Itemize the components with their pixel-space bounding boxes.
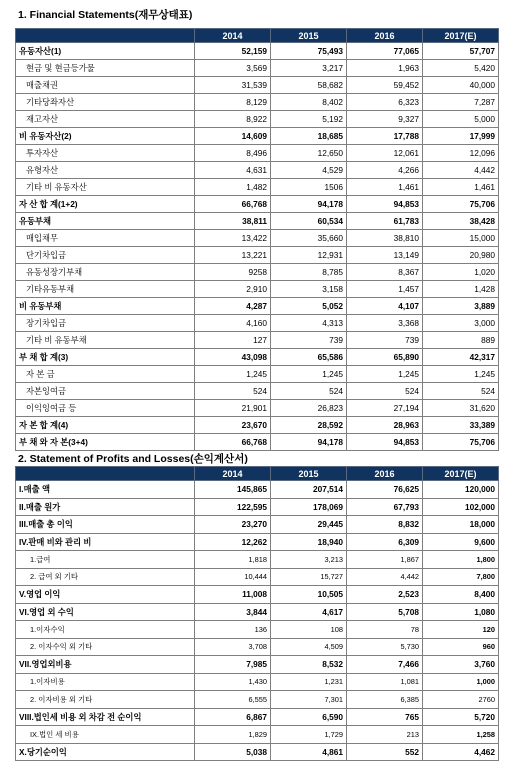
value-cell: 23,670 bbox=[195, 417, 271, 434]
table-row bbox=[16, 638, 499, 656]
value-cell: 213 bbox=[347, 726, 423, 744]
value-cell: 9,600 bbox=[423, 533, 499, 551]
value-cell: 1,080 bbox=[423, 603, 499, 621]
value-cell: 3,760 bbox=[423, 656, 499, 674]
value-cell: 6,323 bbox=[347, 94, 423, 111]
table-row bbox=[16, 417, 499, 434]
value-cell: 7,287 bbox=[423, 94, 499, 111]
value-cell: 7,800 bbox=[423, 568, 499, 586]
table-row bbox=[16, 315, 499, 332]
value-cell: 120,000 bbox=[423, 481, 499, 499]
value-cell: 8,496 bbox=[195, 145, 271, 162]
value-cell: 9,327 bbox=[347, 111, 423, 128]
value-cell: 5,420 bbox=[423, 60, 499, 77]
value-cell: 1,829 bbox=[195, 726, 271, 744]
value-cell: 3,708 bbox=[195, 638, 271, 656]
value-cell: 17,999 bbox=[423, 128, 499, 145]
row-label: I.매출 액 bbox=[16, 481, 195, 499]
value-cell: 145,865 bbox=[195, 481, 271, 499]
table-row bbox=[16, 621, 499, 639]
table-row bbox=[16, 298, 499, 315]
row-label: 비 유동자산(2) bbox=[16, 128, 195, 145]
table-row bbox=[16, 434, 499, 451]
value-cell: 8,367 bbox=[347, 264, 423, 281]
row-label: 투자자산 bbox=[16, 145, 195, 162]
value-cell: 889 bbox=[423, 332, 499, 349]
table-row bbox=[16, 94, 499, 111]
value-cell: 3,158 bbox=[271, 281, 347, 298]
value-cell: 65,586 bbox=[271, 349, 347, 366]
value-cell: 108 bbox=[271, 621, 347, 639]
header-cell-2014: 2014 bbox=[195, 29, 271, 43]
value-cell: 65,890 bbox=[347, 349, 423, 366]
table-row bbox=[16, 568, 499, 586]
value-cell: 13,149 bbox=[347, 247, 423, 264]
value-cell: 4,631 bbox=[195, 162, 271, 179]
row-label: IV.판매 비와 관리 비 bbox=[16, 533, 195, 551]
value-cell: 1,461 bbox=[347, 179, 423, 196]
table-row bbox=[16, 332, 499, 349]
value-cell: 26,823 bbox=[271, 400, 347, 417]
value-cell: 52,159 bbox=[195, 43, 271, 60]
value-cell: 43,098 bbox=[195, 349, 271, 366]
value-cell: 1,081 bbox=[347, 673, 423, 691]
header-cell-2015: 2015 bbox=[271, 467, 347, 481]
value-cell: 4,529 bbox=[271, 162, 347, 179]
value-cell: 18,940 bbox=[271, 533, 347, 551]
value-cell: 5,000 bbox=[423, 111, 499, 128]
value-cell: 59,452 bbox=[347, 77, 423, 94]
value-cell: 3,844 bbox=[195, 603, 271, 621]
value-cell: 94,178 bbox=[271, 196, 347, 213]
table-row bbox=[16, 77, 499, 94]
row-label: 기타당좌자산 bbox=[16, 94, 195, 111]
row-label: II.매출 원가 bbox=[16, 498, 195, 516]
header-cell-2014: 2014 bbox=[195, 467, 271, 481]
value-cell: 765 bbox=[347, 708, 423, 726]
value-cell: 2,910 bbox=[195, 281, 271, 298]
table-row bbox=[16, 179, 499, 196]
row-label: 장기차입금 bbox=[16, 315, 195, 332]
row-label: 자 산 합 계(1+2) bbox=[16, 196, 195, 213]
row-label: 비 유동부채 bbox=[16, 298, 195, 315]
row-label: 매입채무 bbox=[16, 230, 195, 247]
table-row bbox=[16, 60, 499, 77]
value-cell: 8,402 bbox=[271, 94, 347, 111]
value-cell: 3,889 bbox=[423, 298, 499, 315]
value-cell: 1506 bbox=[271, 179, 347, 196]
table-row bbox=[16, 281, 499, 298]
table-row bbox=[16, 691, 499, 709]
value-cell: 28,963 bbox=[347, 417, 423, 434]
row-label: IX.법인 세 비용 bbox=[16, 726, 195, 744]
value-cell: 3,000 bbox=[423, 315, 499, 332]
value-cell: 3,217 bbox=[271, 60, 347, 77]
value-cell: 38,811 bbox=[195, 213, 271, 230]
value-cell: 6,309 bbox=[347, 533, 423, 551]
value-cell: 94,853 bbox=[347, 196, 423, 213]
table-row bbox=[16, 708, 499, 726]
value-cell: 18,000 bbox=[423, 516, 499, 534]
value-cell: 12,262 bbox=[195, 533, 271, 551]
value-cell: 2760 bbox=[423, 691, 499, 709]
row-label: III.매출 총 이익 bbox=[16, 516, 195, 534]
value-cell: 28,592 bbox=[271, 417, 347, 434]
value-cell: 6,385 bbox=[347, 691, 423, 709]
header-cell-2017e: 2017(E) bbox=[423, 467, 499, 481]
value-cell: 1,258 bbox=[423, 726, 499, 744]
value-cell: 77,065 bbox=[347, 43, 423, 60]
row-label: V.영업 이익 bbox=[16, 586, 195, 604]
table-row bbox=[16, 673, 499, 691]
table-row bbox=[16, 516, 499, 534]
table-row bbox=[16, 213, 499, 230]
table-row bbox=[16, 111, 499, 128]
value-cell: 31,539 bbox=[195, 77, 271, 94]
header-cell-2017e: 2017(E) bbox=[423, 29, 499, 43]
value-cell: 1,729 bbox=[271, 726, 347, 744]
row-label: 1.이자수익 bbox=[16, 621, 195, 639]
value-cell: 67,793 bbox=[347, 498, 423, 516]
value-cell: 76,625 bbox=[347, 481, 423, 499]
value-cell: 3,213 bbox=[271, 551, 347, 569]
value-cell: 4,287 bbox=[195, 298, 271, 315]
value-cell: 66,768 bbox=[195, 434, 271, 451]
row-label: 자 본 금 bbox=[16, 366, 195, 383]
value-cell: 8,129 bbox=[195, 94, 271, 111]
value-cell: 4,442 bbox=[423, 162, 499, 179]
financial-statements-table bbox=[15, 28, 499, 451]
value-cell: 13,221 bbox=[195, 247, 271, 264]
row-label: 기타 비 유동부채 bbox=[16, 332, 195, 349]
table-row bbox=[16, 196, 499, 213]
value-cell: 1,800 bbox=[423, 551, 499, 569]
value-cell: 1,461 bbox=[423, 179, 499, 196]
value-cell: 1,867 bbox=[347, 551, 423, 569]
value-cell: 1,430 bbox=[195, 673, 271, 691]
row-label: 기타 비 유동자산 bbox=[16, 179, 195, 196]
table-row bbox=[16, 128, 499, 145]
value-cell: 5,038 bbox=[195, 743, 271, 761]
row-label: 2. 급여 외 기타 bbox=[16, 568, 195, 586]
header-cell-2016: 2016 bbox=[347, 467, 423, 481]
value-cell: 35,660 bbox=[271, 230, 347, 247]
row-label: 2. 이자수익 외 기타 bbox=[16, 638, 195, 656]
table-row bbox=[16, 533, 499, 551]
value-cell: 29,445 bbox=[271, 516, 347, 534]
value-cell: 5,730 bbox=[347, 638, 423, 656]
value-cell: 11,008 bbox=[195, 586, 271, 604]
value-cell: 3,569 bbox=[195, 60, 271, 77]
value-cell: 739 bbox=[271, 332, 347, 349]
value-cell: 1,963 bbox=[347, 60, 423, 77]
value-cell: 94,853 bbox=[347, 434, 423, 451]
value-cell: 94,178 bbox=[271, 434, 347, 451]
row-label: 재고자산 bbox=[16, 111, 195, 128]
value-cell: 1,245 bbox=[423, 366, 499, 383]
value-cell: 8,922 bbox=[195, 111, 271, 128]
value-cell: 42,317 bbox=[423, 349, 499, 366]
row-label: 유동부채 bbox=[16, 213, 195, 230]
value-cell: 5,720 bbox=[423, 708, 499, 726]
value-cell: 10,505 bbox=[271, 586, 347, 604]
value-cell: 4,160 bbox=[195, 315, 271, 332]
table-row bbox=[16, 481, 499, 499]
value-cell: 75,493 bbox=[271, 43, 347, 60]
value-cell: 7,466 bbox=[347, 656, 423, 674]
value-cell: 136 bbox=[195, 621, 271, 639]
value-cell: 524 bbox=[347, 383, 423, 400]
table-row bbox=[16, 400, 499, 417]
value-cell: 8,532 bbox=[271, 656, 347, 674]
table-row bbox=[16, 656, 499, 674]
value-cell: 1,000 bbox=[423, 673, 499, 691]
value-cell: 58,682 bbox=[271, 77, 347, 94]
value-cell: 1,482 bbox=[195, 179, 271, 196]
value-cell: 78 bbox=[347, 621, 423, 639]
value-cell: 5,052 bbox=[271, 298, 347, 315]
row-label: 자 본 합 계(4) bbox=[16, 417, 195, 434]
table-row bbox=[16, 145, 499, 162]
value-cell: 5,708 bbox=[347, 603, 423, 621]
value-cell: 4,107 bbox=[347, 298, 423, 315]
value-cell: 9258 bbox=[195, 264, 271, 281]
value-cell: 1,245 bbox=[271, 366, 347, 383]
value-cell: 31,620 bbox=[423, 400, 499, 417]
value-cell: 75,706 bbox=[423, 196, 499, 213]
value-cell: 6,867 bbox=[195, 708, 271, 726]
row-label: VII.영업외비용 bbox=[16, 656, 195, 674]
value-cell: 1,245 bbox=[195, 366, 271, 383]
value-cell: 8,832 bbox=[347, 516, 423, 534]
value-cell: 122,595 bbox=[195, 498, 271, 516]
value-cell: 27,194 bbox=[347, 400, 423, 417]
value-cell: 15,000 bbox=[423, 230, 499, 247]
value-cell: 38,428 bbox=[423, 213, 499, 230]
value-cell: 102,000 bbox=[423, 498, 499, 516]
header-cell-2015: 2015 bbox=[271, 29, 347, 43]
row-label: 자본잉여금 bbox=[16, 383, 195, 400]
row-label: VI.영업 외 수익 bbox=[16, 603, 195, 621]
row-label: VIII.법인세 비용 외 차감 전 순이익 bbox=[16, 708, 195, 726]
value-cell: 21,901 bbox=[195, 400, 271, 417]
profit-loss-table bbox=[15, 466, 499, 761]
value-cell: 4,462 bbox=[423, 743, 499, 761]
table-row bbox=[16, 230, 499, 247]
value-cell: 552 bbox=[347, 743, 423, 761]
value-cell: 4,313 bbox=[271, 315, 347, 332]
table-row bbox=[16, 43, 499, 60]
value-cell: 178,069 bbox=[271, 498, 347, 516]
value-cell: 5,192 bbox=[271, 111, 347, 128]
value-cell: 4,861 bbox=[271, 743, 347, 761]
value-cell: 8,785 bbox=[271, 264, 347, 281]
value-cell: 120 bbox=[423, 621, 499, 639]
row-label: 매출채권 bbox=[16, 77, 195, 94]
value-cell: 12,931 bbox=[271, 247, 347, 264]
value-cell: 13,422 bbox=[195, 230, 271, 247]
value-cell: 12,650 bbox=[271, 145, 347, 162]
value-cell: 4,442 bbox=[347, 568, 423, 586]
value-cell: 524 bbox=[195, 383, 271, 400]
value-cell: 60,534 bbox=[271, 213, 347, 230]
table-row bbox=[16, 366, 499, 383]
value-cell: 75,706 bbox=[423, 434, 499, 451]
value-cell: 66,768 bbox=[195, 196, 271, 213]
row-label: X.당기순이익 bbox=[16, 743, 195, 761]
value-cell: 3,368 bbox=[347, 315, 423, 332]
table-row bbox=[16, 726, 499, 744]
value-cell: 8,400 bbox=[423, 586, 499, 604]
value-cell: 33,389 bbox=[423, 417, 499, 434]
row-label: 단기차입금 bbox=[16, 247, 195, 264]
table-row bbox=[16, 586, 499, 604]
value-cell: 61,783 bbox=[347, 213, 423, 230]
table-row bbox=[16, 247, 499, 264]
table-row bbox=[16, 498, 499, 516]
value-cell: 20,980 bbox=[423, 247, 499, 264]
value-cell: 10,444 bbox=[195, 568, 271, 586]
value-cell: 524 bbox=[423, 383, 499, 400]
table-header-row bbox=[16, 467, 499, 481]
table-row bbox=[16, 383, 499, 400]
value-cell: 1,428 bbox=[423, 281, 499, 298]
row-label: 현금 및 현금등가물 bbox=[16, 60, 195, 77]
row-label: 유형자산 bbox=[16, 162, 195, 179]
value-cell: 6,555 bbox=[195, 691, 271, 709]
row-label: 유동자산(1) bbox=[16, 43, 195, 60]
header-cell-label bbox=[16, 467, 195, 481]
row-label: 1.급여 bbox=[16, 551, 195, 569]
value-cell: 1,231 bbox=[271, 673, 347, 691]
row-label: 유동성장기부채 bbox=[16, 264, 195, 281]
value-cell: 960 bbox=[423, 638, 499, 656]
table-row bbox=[16, 162, 499, 179]
value-cell: 4,617 bbox=[271, 603, 347, 621]
table-row bbox=[16, 603, 499, 621]
row-label: 이익잉여금 등 bbox=[16, 400, 195, 417]
table-row bbox=[16, 349, 499, 366]
value-cell: 12,061 bbox=[347, 145, 423, 162]
header-cell-label bbox=[16, 29, 195, 43]
value-cell: 1,245 bbox=[347, 366, 423, 383]
row-label: 2. 이자비용 외 기타 bbox=[16, 691, 195, 709]
value-cell: 57,707 bbox=[423, 43, 499, 60]
row-label: 부 채 합 계(3) bbox=[16, 349, 195, 366]
financial-statements-title: 1. Financial Statements(재무상태표) bbox=[18, 9, 193, 21]
value-cell: 207,514 bbox=[271, 481, 347, 499]
table-row bbox=[16, 264, 499, 281]
value-cell: 23,270 bbox=[195, 516, 271, 534]
value-cell: 4,509 bbox=[271, 638, 347, 656]
value-cell: 15,727 bbox=[271, 568, 347, 586]
value-cell: 7,301 bbox=[271, 691, 347, 709]
table-header-row bbox=[16, 29, 499, 43]
row-label: 기타유동부채 bbox=[16, 281, 195, 298]
value-cell: 1,020 bbox=[423, 264, 499, 281]
value-cell: 127 bbox=[195, 332, 271, 349]
value-cell: 1,457 bbox=[347, 281, 423, 298]
profit-loss-title: 2. Statement of Profits and Losses(손익계산서) bbox=[18, 453, 248, 465]
value-cell: 18,685 bbox=[271, 128, 347, 145]
value-cell: 7,985 bbox=[195, 656, 271, 674]
header-cell-2016: 2016 bbox=[347, 29, 423, 43]
value-cell: 1,818 bbox=[195, 551, 271, 569]
value-cell: 17,788 bbox=[347, 128, 423, 145]
value-cell: 38,810 bbox=[347, 230, 423, 247]
value-cell: 2,523 bbox=[347, 586, 423, 604]
value-cell: 12,096 bbox=[423, 145, 499, 162]
value-cell: 4,266 bbox=[347, 162, 423, 179]
row-label: 부 채 와 자 본(3+4) bbox=[16, 434, 195, 451]
row-label: 1.이자비용 bbox=[16, 673, 195, 691]
table-row bbox=[16, 551, 499, 569]
value-cell: 739 bbox=[347, 332, 423, 349]
value-cell: 40,000 bbox=[423, 77, 499, 94]
table-row bbox=[16, 743, 499, 761]
value-cell: 6,590 bbox=[271, 708, 347, 726]
value-cell: 14,609 bbox=[195, 128, 271, 145]
value-cell: 524 bbox=[271, 383, 347, 400]
